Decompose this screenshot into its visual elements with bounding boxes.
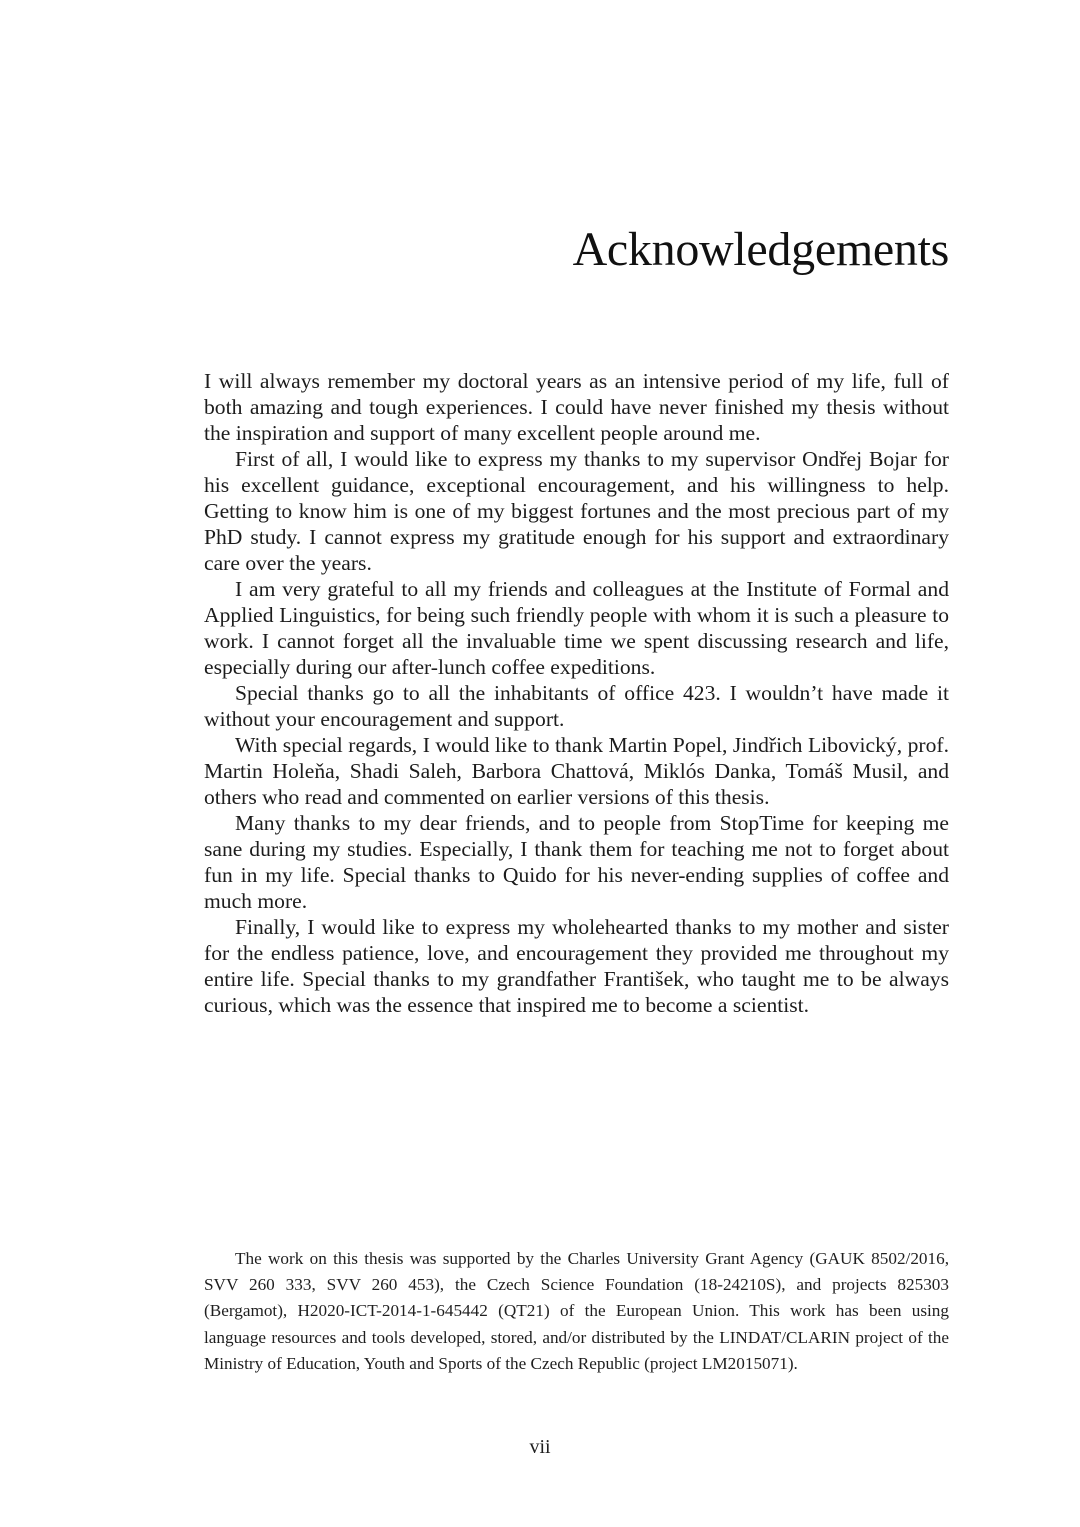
funding-note: The work on this thesis was supported by the Charles University Grant Agency (GAUK 8502/2016, SVV 260 333, SVV 260 453), the Czech Science Foundation (18-24210S), and projects 825303 (Bergamot), H2020-ICT-2014-1-645442 (QT21) of the European Union. This work has been using language resources and tools developed, stored, and/or distributed by the LINDAT/CLARIN project of the Ministry of Education, Youth and Sports of the Czech Republic (project LM2015071).	[204, 1249, 949, 1373]
paragraph-office: Special thanks go to all the inhabitants of office 423. I wouldn’t have made it without your encouragement and support.	[204, 681, 949, 731]
paragraph-supervisor: First of all, I would like to express my thanks to my supervisor Ondřej Bojar for his excellent guidance, exceptional encouragement, and his willingness to help. Getting to know him is one of my biggest fortunes and the most precious part of my PhD study. I cannot express my gratitude enough for his support and extraordinary care over the years.	[204, 447, 949, 575]
paragraph-family: Finally, I would like to express my wholehearted thanks to my mother and sister for the endless patience, love, and encouragement they provided me throughout my entire life. Special thanks to my grandfather František, who taught me to be always curious, which was the essence that inspired me to become a scientist.	[204, 915, 949, 1017]
page-number: vii	[529, 1436, 551, 1458]
acknowledgements-body	[204, 368, 949, 1018]
paragraph-friends: Many thanks to my dear friends, and to people from StopTime for keeping me sane during my studies. Especially, I thank them for teaching me not to forget about fun in my life. Special thanks to Quido for his never-ending supplies of coffee and much more.	[204, 811, 949, 913]
page-title: Acknowledgements	[572, 223, 949, 276]
paragraph-intro: I will always remember my doctoral years as an intensive period of my life, full of both amazing and tough experiences. I could have never finished my thesis without the inspiration and support of many excellent people around me.	[204, 369, 949, 445]
paragraph-reviewers: With special regards, I would like to thank Martin Popel, Jindřich Libovický, prof. Martin Holeňa, Shadi Saleh, Barbora Chattová, Miklós Danka, Tomáš Musil, and others who read and commented on earlier versions of this thesis.	[204, 733, 949, 809]
paragraph-colleagues: I am very grateful to all my friends and colleagues at the Institute of Formal and Applied Linguistics, for being such friendly people with whom it is such a pleasure to work. I cannot forget all the invaluable time we spent discussing research and life, especially during our after-lunch coffee expeditions.	[204, 577, 949, 679]
